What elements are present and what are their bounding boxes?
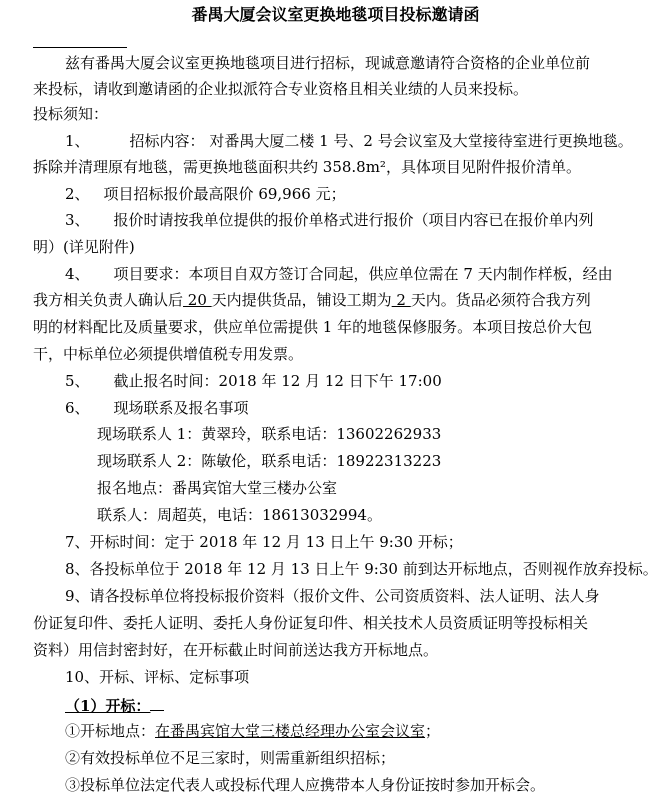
notice-heading: 投标须知： [33, 105, 109, 123]
item2-text: 项目招标报价最高限价 69,966 元； [103, 185, 346, 203]
item5-number: 5、 [65, 372, 90, 390]
opening-place: 在番禺宾馆大堂三楼总经理办公室会议室 [155, 722, 426, 740]
item4-line-1 [65, 264, 613, 284]
item4-text-2c: 天内。货品必须符合我方列 [410, 291, 591, 309]
item4-text-2a: 我方相关负责人确认后 [33, 291, 184, 309]
item4-line-4: 干，中标单位必须提供增值税专用发票。 [33, 345, 304, 363]
bullet-1-suffix: ； [425, 722, 441, 740]
intro-line-2: 来投标，请收到邀请函的企业拟派符合专业资格且相关业绩的人员来投标。 [33, 80, 529, 98]
delivery-days: 20 [183, 291, 212, 309]
item2-number: 2、 [65, 185, 90, 203]
item3-number: 3、 [65, 211, 90, 229]
install-days: 2 [391, 291, 411, 309]
item3-line-1 [65, 210, 594, 230]
item1-line-1 [65, 131, 633, 151]
opening-underline [150, 694, 164, 711]
contact-1: 现场联系人 1：黄翠玲，联系电话：13602262933 [97, 425, 442, 443]
registration-location: 报名地点：番禺宾馆大堂三楼办公室 [97, 479, 338, 497]
item4-text-1: 项目要求：本项目自双方签订合同起，供应单位需在 7 天内制作样板，经由 [113, 265, 613, 283]
item9-line-3: 资料）用信封密封好，在开标截止时间前送达我方开标地点。 [33, 641, 439, 659]
item1-text-1: 招标内容： 对番禺大厦二楼 1 号、2 号会议室及大堂接待室进行更换地毯。 [129, 132, 633, 150]
item1-line-2: 拆除并清理原有地毯，需更换地毯面积共约 358.8m²，具体项目见附件报价清单。 [33, 158, 581, 176]
document-title: 番禺大厦会议室更换地毯项目投标邀请函 [191, 5, 480, 24]
item5-text: 截止报名时间：2018 年 12 月 12 日下午 17:00 [113, 372, 442, 390]
item8-line: 8、各投标单位于 2018 年 12 月 13 日上午 9:30 前到达开标地点，否则视作放弃投标。 [65, 560, 658, 578]
item1-number: 1、 [65, 132, 90, 150]
item6-line [65, 398, 249, 418]
item4-line-3: 明的材料配比及质量要求，供应单位需提供 1 年的地毯保修服务。本项目按总价大包 [33, 318, 593, 336]
opening-subheading: （1）开标： [65, 697, 151, 715]
item6-heading: 现场联系及报名事项 [113, 399, 249, 417]
item6-number: 6、 [65, 399, 90, 417]
item9-line-2: 份证复印件、委托人证明、委托人身份证复印件、相关技术人员资质证明等投标相关 [33, 614, 589, 632]
contact-2: 现场联系人 2：陈敏伦，联系电话：18922313223 [97, 452, 442, 470]
item3-line-2: 明）(详见附件) [33, 238, 135, 256]
item7-line: 7、开标时间：定于 2018 年 12 月 13 日上午 9:30 开标； [65, 533, 463, 551]
item9-line-1: 9、请各投标单位将投标报价资料（报价文件、公司资质资料、法人证明、法人身 [65, 587, 600, 605]
recipient-blank [33, 31, 127, 53]
item10-sub-1 [65, 694, 164, 716]
item2-line [65, 184, 346, 204]
bullet-1 [65, 721, 440, 741]
item4-line-2 [33, 290, 591, 310]
contact-3: 联系人：周超英，电话：18613032994。 [97, 506, 382, 524]
item5-line [65, 371, 442, 391]
item4-text-2b: 天内提供货品，铺设工期为 [211, 291, 392, 309]
bullet-2: ②有效投标单位不足三家时，则需重新组织招标； [65, 749, 396, 767]
bullet-3: ③投标单位法定代表人或投标代理人应携带本人身份证按时参加开标会。 [65, 776, 546, 794]
recipient-underline [33, 31, 127, 48]
bullet-1-prefix: ①开标地点： [65, 722, 156, 740]
item10-heading: 10、开标、评标、定标事项 [65, 668, 250, 686]
item4-number: 4、 [65, 265, 90, 283]
item3-text-1: 报价时请按我单位提供的报价单格式进行报价（项目内容已在报价单内列 [113, 211, 594, 229]
intro-line-1: 兹有番禺大厦会议室更换地毯项目进行招标，现诚意邀请符合资格的企业单位前 [65, 54, 591, 72]
